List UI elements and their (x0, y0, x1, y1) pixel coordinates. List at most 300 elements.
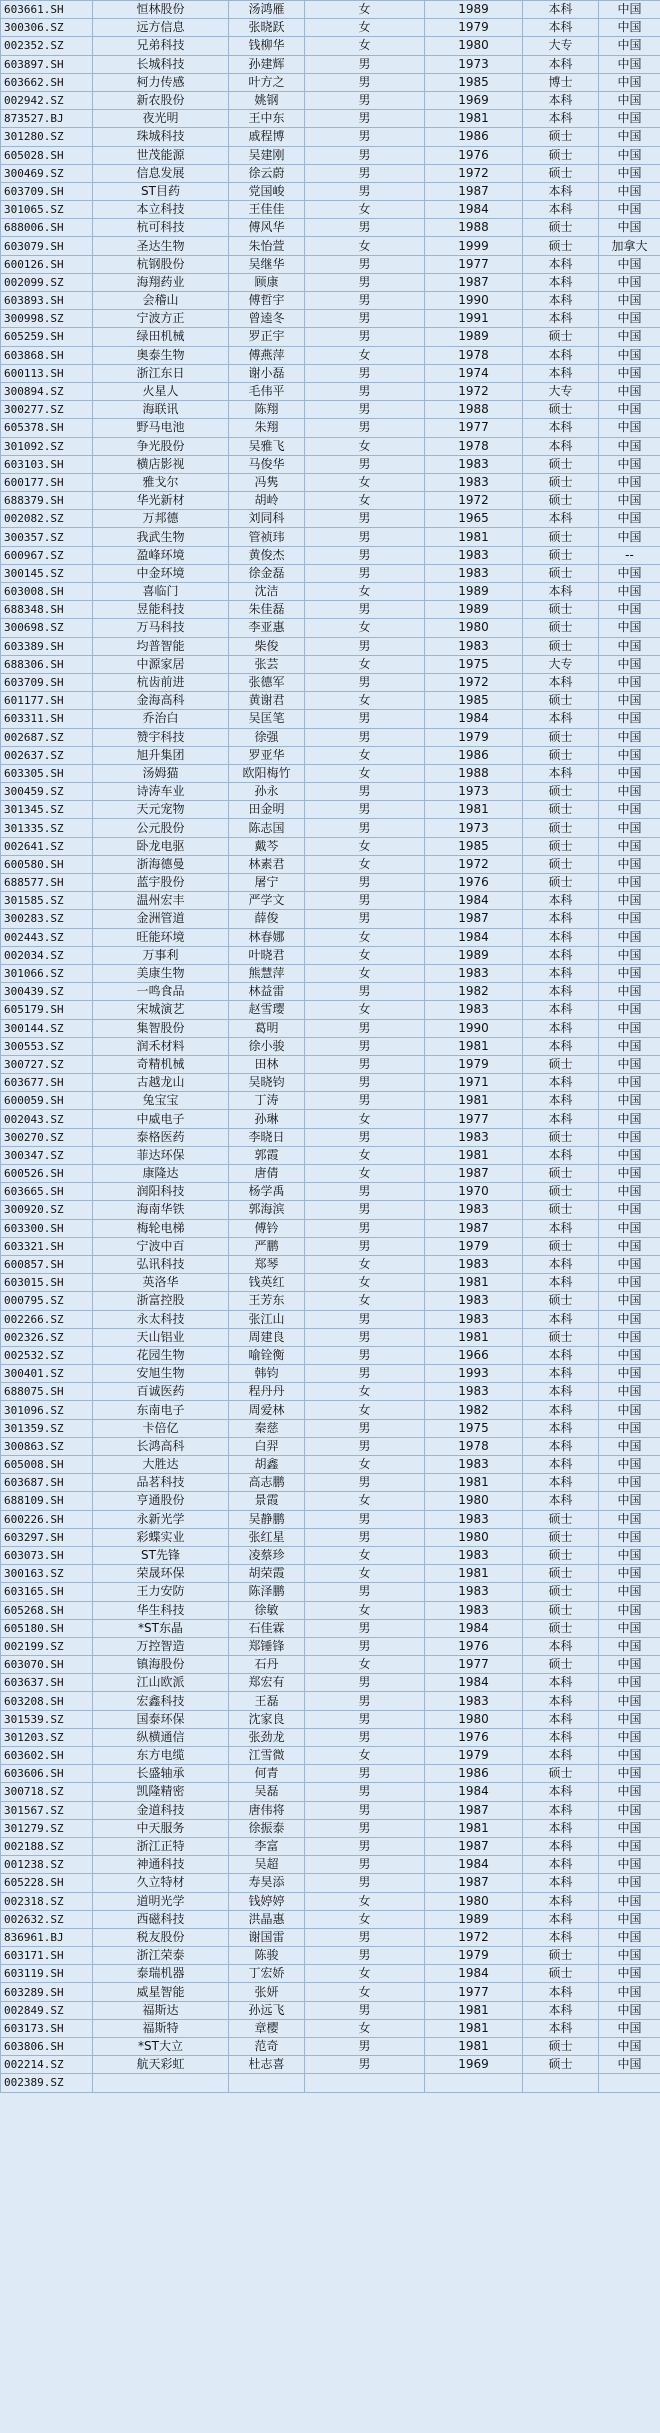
nationality-cell: 中国 (599, 273, 660, 291)
gender-cell: 男 (305, 310, 425, 328)
person-name-cell: 丁涛 (229, 1092, 305, 1110)
person-name-cell: 唐倩 (229, 1165, 305, 1183)
company-name-cell: 杭可科技 (93, 219, 229, 237)
birth-year-cell: 1971 (425, 1074, 523, 1092)
gender-cell: 女 (305, 1565, 425, 1583)
company-name-cell: 长城科技 (93, 55, 229, 73)
company-name-cell: 中金环境 (93, 564, 229, 582)
education-cell: 本科 (523, 91, 599, 109)
stock-code-cell: 603300.SH (1, 1219, 93, 1237)
stock-code-cell: 688348.SH (1, 601, 93, 619)
birth-year-cell: 1990 (425, 1019, 523, 1037)
gender-cell: 男 (305, 128, 425, 146)
gender-cell: 女 (305, 19, 425, 37)
birth-year-cell: 1989 (425, 1910, 523, 1928)
table-row (1, 1856, 660, 1874)
company-name-cell: 柯力传感 (93, 73, 229, 91)
birth-year-cell: 1981 (425, 1565, 523, 1583)
education-cell: 本科 (523, 510, 599, 528)
person-name-cell: 朱佳磊 (229, 601, 305, 619)
company-name-cell: 荣晟环保 (93, 1565, 229, 1583)
birth-year-cell: 1983 (425, 964, 523, 982)
table-row (1, 328, 660, 346)
person-name-cell: 陈翔 (229, 401, 305, 419)
person-name-cell: 张德军 (229, 673, 305, 691)
nationality-cell: 中国 (599, 1747, 660, 1765)
nationality-cell: 中国 (599, 655, 660, 673)
gender-cell: 女 (305, 1892, 425, 1910)
nationality-cell: 中国 (599, 1237, 660, 1255)
birth-year-cell: 1983 (425, 1128, 523, 1146)
nationality-cell: 中国 (599, 1565, 660, 1583)
education-cell: 硕士 (523, 401, 599, 419)
nationality-cell: 中国 (599, 819, 660, 837)
stock-code-cell: 002849.SZ (1, 2001, 93, 2019)
company-name-cell: 杭齿前进 (93, 673, 229, 691)
stock-code-cell: 603173.SH (1, 2019, 93, 2037)
nationality-cell: 中国 (599, 146, 660, 164)
nationality-cell: 中国 (599, 1128, 660, 1146)
gender-cell: 女 (305, 746, 425, 764)
table-row (1, 1528, 660, 1546)
person-name-cell: 徐敏 (229, 1601, 305, 1619)
nationality-cell: 中国 (599, 1601, 660, 1619)
table-row (1, 1692, 660, 1710)
person-name-cell: 吴超 (229, 1856, 305, 1874)
stock-code-cell: 600967.SZ (1, 546, 93, 564)
stock-code-cell: 603709.SH (1, 673, 93, 691)
birth-year-cell: 1978 (425, 437, 523, 455)
table-row (1, 1619, 660, 1637)
stock-code-cell: 002632.SZ (1, 1910, 93, 1928)
stock-code-cell: 873527.BJ (1, 110, 93, 128)
person-name-cell: 徐强 (229, 728, 305, 746)
birth-year-cell: 1984 (425, 1619, 523, 1637)
nationality-cell: 中国 (599, 1274, 660, 1292)
gender-cell: 男 (305, 1637, 425, 1655)
table-row (1, 1346, 660, 1364)
company-name-cell: 昱能科技 (93, 601, 229, 619)
company-name-cell: ST先锋 (93, 1546, 229, 1564)
birth-year-cell: 1984 (425, 1965, 523, 1983)
stock-code-cell: 002687.SZ (1, 728, 93, 746)
person-name-cell: 张晓跃 (229, 19, 305, 37)
person-name-cell: 石丹 (229, 1656, 305, 1674)
company-name-cell: 彩蝶实业 (93, 1528, 229, 1546)
table-row (1, 1583, 660, 1601)
stock-code-cell: 605028.SH (1, 146, 93, 164)
education-cell: 硕士 (523, 1947, 599, 1965)
education-cell: 硕士 (523, 1965, 599, 1983)
stock-code-cell: 301345.SZ (1, 801, 93, 819)
company-name-cell: 世茂能源 (93, 146, 229, 164)
stock-code-cell: 300459.SZ (1, 783, 93, 801)
birth-year-cell: 1983 (425, 1292, 523, 1310)
nationality-cell: 中国 (599, 1183, 660, 1201)
birth-year-cell: 1983 (425, 1255, 523, 1273)
company-name-cell: 花园生物 (93, 1346, 229, 1364)
stock-code-cell: 002532.SZ (1, 1346, 93, 1364)
table-row (1, 19, 660, 37)
education-cell: 本科 (523, 1437, 599, 1455)
gender-cell: 男 (305, 91, 425, 109)
education-cell: 本科 (523, 1692, 599, 1710)
nationality-cell: 中国 (599, 1983, 660, 2001)
stock-code-cell: 605228.SH (1, 1874, 93, 1892)
table-row (1, 364, 660, 382)
stock-code-cell: 002043.SZ (1, 1110, 93, 1128)
nationality-cell: 中国 (599, 1837, 660, 1855)
birth-year-cell: 1972 (425, 1928, 523, 1946)
gender-cell: 男 (305, 1365, 425, 1383)
nationality-cell: 中国 (599, 1947, 660, 1965)
nationality-cell: 中国 (599, 528, 660, 546)
gender-cell: 男 (305, 1328, 425, 1346)
gender-cell: 男 (305, 1437, 425, 1455)
company-name-cell: 一鸣食品 (93, 983, 229, 1001)
birth-year-cell: 1981 (425, 1819, 523, 1837)
gender-cell: 男 (305, 401, 425, 419)
person-name-cell: 赵雪璎 (229, 1001, 305, 1019)
gender-cell: 男 (305, 892, 425, 910)
stock-code-cell: 605378.SH (1, 419, 93, 437)
nationality-cell: 中国 (599, 855, 660, 873)
birth-year-cell: 1987 (425, 1837, 523, 1855)
stock-code-cell: 300277.SZ (1, 401, 93, 419)
gender-cell: 男 (305, 910, 425, 928)
nationality-cell: 中国 (599, 1292, 660, 1310)
person-name-cell: 陈骏 (229, 1947, 305, 1965)
table-row (1, 1274, 660, 1292)
gender-cell: 男 (305, 1583, 425, 1601)
birth-year-cell: 1981 (425, 801, 523, 819)
stock-code-cell: 300718.SZ (1, 1783, 93, 1801)
company-name-cell (93, 2074, 229, 2092)
table-row (1, 1328, 660, 1346)
table-row (1, 1001, 660, 1019)
stock-code-cell: 688577.SH (1, 874, 93, 892)
birth-year-cell: 1986 (425, 1765, 523, 1783)
table-row (1, 1237, 660, 1255)
gender-cell: 女 (305, 346, 425, 364)
stock-code-cell: 603893.SH (1, 292, 93, 310)
education-cell: 本科 (523, 1365, 599, 1383)
person-name-cell: 黄俊杰 (229, 546, 305, 564)
education-cell: 本科 (523, 1928, 599, 1946)
person-name-cell: 秦慈 (229, 1419, 305, 1437)
birth-year-cell: 1988 (425, 219, 523, 237)
person-name-cell: 吴继华 (229, 255, 305, 273)
table-row (1, 546, 660, 564)
stock-code-cell: 002352.SZ (1, 37, 93, 55)
person-name-cell: 戚程博 (229, 128, 305, 146)
stock-code-cell: 300469.SZ (1, 164, 93, 182)
gender-cell: 女 (305, 201, 425, 219)
gender-cell: 男 (305, 1419, 425, 1437)
birth-year-cell: 1983 (425, 1310, 523, 1328)
company-name-cell: 万事利 (93, 946, 229, 964)
table-row (1, 1037, 660, 1055)
birth-year-cell: 1989 (425, 946, 523, 964)
person-name-cell: 周爱林 (229, 1401, 305, 1419)
table-row (1, 801, 660, 819)
person-name-cell: 章樱 (229, 2019, 305, 2037)
stock-code-cell: 603321.SH (1, 1237, 93, 1255)
gender-cell: 女 (305, 692, 425, 710)
person-name-cell: 屠宁 (229, 874, 305, 892)
nationality-cell: 中国 (599, 364, 660, 382)
table-row (1, 1456, 660, 1474)
gender-cell: 男 (305, 710, 425, 728)
education-cell: 本科 (523, 1037, 599, 1055)
table-row (1, 1255, 660, 1273)
person-name-cell: 冯隽 (229, 473, 305, 491)
table-row (1, 73, 660, 91)
company-name-cell: 品茗科技 (93, 1474, 229, 1492)
table-row (1, 564, 660, 582)
person-name-cell: 景霞 (229, 1492, 305, 1510)
birth-year-cell: 1976 (425, 146, 523, 164)
person-name-cell: 林素君 (229, 855, 305, 873)
stock-code-cell: 605259.SH (1, 328, 93, 346)
nationality-cell: 中国 (599, 1037, 660, 1055)
table-row (1, 1874, 660, 1892)
birth-year-cell: 1970 (425, 1183, 523, 1201)
gender-cell: 男 (305, 1528, 425, 1546)
birth-year-cell: 1988 (425, 401, 523, 419)
table-row (1, 1601, 660, 1619)
education-cell: 本科 (523, 1819, 599, 1837)
stock-code-cell: 002318.SZ (1, 1892, 93, 1910)
birth-year-cell: 1989 (425, 601, 523, 619)
birth-year-cell: 1983 (425, 1692, 523, 1710)
person-name-cell: 陈泽鹏 (229, 1583, 305, 1601)
nationality-cell: 中国 (599, 37, 660, 55)
table-row (1, 1201, 660, 1219)
education-cell: 硕士 (523, 1055, 599, 1073)
gender-cell: 男 (305, 1092, 425, 1110)
education-cell: 硕士 (523, 1583, 599, 1601)
birth-year-cell: 1972 (425, 382, 523, 400)
company-name-cell: 天元宠物 (93, 801, 229, 819)
stock-code-cell: 301092.SZ (1, 437, 93, 455)
stock-code-cell: 603389.SH (1, 637, 93, 655)
person-name-cell: 徐云蔚 (229, 164, 305, 182)
nationality-cell: 中国 (599, 1692, 660, 1710)
person-name-cell: 陈志国 (229, 819, 305, 837)
education-cell: 大专 (523, 382, 599, 400)
education-cell: 硕士 (523, 1601, 599, 1619)
person-name-cell: 杨学禹 (229, 1183, 305, 1201)
education-cell: 硕士 (523, 564, 599, 582)
stock-code-cell: 603119.SH (1, 1965, 93, 1983)
person-name-cell: 田林 (229, 1055, 305, 1073)
education-cell: 本科 (523, 1728, 599, 1746)
stock-code-cell: 002099.SZ (1, 273, 93, 291)
nationality-cell: 中国 (599, 1583, 660, 1601)
gender-cell: 女 (305, 492, 425, 510)
birth-year-cell: 1977 (425, 1656, 523, 1674)
table-row (1, 128, 660, 146)
gender-cell: 男 (305, 382, 425, 400)
education-cell: 硕士 (523, 328, 599, 346)
nationality-cell: 中国 (599, 1219, 660, 1237)
birth-year-cell: 1983 (425, 1001, 523, 1019)
birth-year-cell: 1974 (425, 364, 523, 382)
gender-cell: 女 (305, 1, 425, 19)
gender-cell: 男 (305, 1819, 425, 1837)
gender-cell: 女 (305, 1401, 425, 1419)
person-name-cell: 徐小骏 (229, 1037, 305, 1055)
company-name-cell: 亨通股份 (93, 1492, 229, 1510)
gender-cell: 男 (305, 1037, 425, 1055)
stock-code-cell: 301567.SZ (1, 1801, 93, 1819)
person-name-cell: 朱怡萱 (229, 237, 305, 255)
company-name-cell: 航天彩虹 (93, 2056, 229, 2074)
education-cell: 本科 (523, 1710, 599, 1728)
education-cell: 硕士 (523, 1328, 599, 1346)
nationality-cell: 中国 (599, 1, 660, 19)
nationality-cell: 中国 (599, 1201, 660, 1219)
person-name-cell: 吴匡笔 (229, 710, 305, 728)
nationality-cell: 中国 (599, 2056, 660, 2074)
nationality-cell: 中国 (599, 1165, 660, 1183)
person-name-cell: 吴晓钧 (229, 1074, 305, 1092)
person-name-cell: 朱翔 (229, 419, 305, 437)
table-row (1, 1765, 660, 1783)
education-cell (523, 2074, 599, 2092)
gender-cell: 男 (305, 55, 425, 73)
table-row (1, 874, 660, 892)
gender-cell: 男 (305, 110, 425, 128)
gender-cell: 男 (305, 1474, 425, 1492)
table-row (1, 1, 660, 19)
table-row (1, 655, 660, 673)
education-cell: 硕士 (523, 128, 599, 146)
birth-year-cell: 1987 (425, 1801, 523, 1819)
person-name-cell: 王芳东 (229, 1292, 305, 1310)
gender-cell: 女 (305, 437, 425, 455)
company-name-cell: 浙江东日 (93, 364, 229, 382)
education-cell: 本科 (523, 255, 599, 273)
company-name-cell: 宁波中百 (93, 1237, 229, 1255)
stock-code-cell: 301539.SZ (1, 1710, 93, 1728)
birth-year-cell: 1983 (425, 455, 523, 473)
education-cell: 硕士 (523, 1546, 599, 1564)
education-cell: 硕士 (523, 1510, 599, 1528)
birth-year-cell: 1979 (425, 728, 523, 746)
nationality-cell: 中国 (599, 510, 660, 528)
person-name-cell: 郑锤锋 (229, 1637, 305, 1655)
person-name-cell: 李富 (229, 1837, 305, 1855)
nationality-cell: 中国 (599, 619, 660, 637)
table-row (1, 219, 660, 237)
nationality-cell: -- (599, 546, 660, 564)
stock-code-cell: 603868.SH (1, 346, 93, 364)
person-name-cell: 王佳佳 (229, 201, 305, 219)
company-name-cell: 国泰环保 (93, 1710, 229, 1728)
birth-year-cell: 1981 (425, 528, 523, 546)
person-name-cell: 胡鑫 (229, 1456, 305, 1474)
birth-year-cell: 1983 (425, 546, 523, 564)
gender-cell: 男 (305, 1783, 425, 1801)
table-row (1, 892, 660, 910)
birth-year-cell: 1987 (425, 1165, 523, 1183)
company-name-cell: 古越龙山 (93, 1074, 229, 1092)
table-row (1, 401, 660, 419)
gender-cell: 男 (305, 1765, 425, 1783)
table-row (1, 1783, 660, 1801)
company-name-cell: 海翔药业 (93, 273, 229, 291)
person-name-cell: 王磊 (229, 1692, 305, 1710)
stock-code-cell: 603008.SH (1, 583, 93, 601)
company-name-cell: 蓝宇股份 (93, 874, 229, 892)
birth-year-cell: 1972 (425, 492, 523, 510)
stock-code-cell: 603665.SH (1, 1183, 93, 1201)
table-row (1, 1183, 660, 1201)
gender-cell: 男 (305, 673, 425, 691)
person-name-cell: 丁宏娇 (229, 1965, 305, 1983)
person-name-cell (229, 2074, 305, 2092)
education-cell: 硕士 (523, 1528, 599, 1546)
education-cell: 大专 (523, 37, 599, 55)
education-cell: 硕士 (523, 546, 599, 564)
person-name-cell: 胡岭 (229, 492, 305, 510)
stock-code-cell: 688379.SH (1, 492, 93, 510)
nationality-cell: 中国 (599, 1001, 660, 1019)
gender-cell: 男 (305, 783, 425, 801)
table-row (1, 1892, 660, 1910)
birth-year-cell: 1983 (425, 1583, 523, 1601)
education-cell: 本科 (523, 583, 599, 601)
stock-code-cell: 603165.SH (1, 1583, 93, 1601)
education-cell: 本科 (523, 1001, 599, 1019)
company-name-cell: 东南电子 (93, 1401, 229, 1419)
person-name-cell: 谢国雷 (229, 1928, 305, 1946)
nationality-cell: 中国 (599, 1965, 660, 1983)
stock-code-cell: 300553.SZ (1, 1037, 93, 1055)
table-row (1, 819, 660, 837)
company-name-cell: 卧龙电驱 (93, 837, 229, 855)
stock-code-cell: 603289.SH (1, 1983, 93, 2001)
nationality-cell: 中国 (599, 1383, 660, 1401)
nationality-cell: 中国 (599, 73, 660, 91)
nationality-cell: 中国 (599, 1401, 660, 1419)
person-name-cell: 薛俊 (229, 910, 305, 928)
birth-year-cell: 1973 (425, 55, 523, 73)
nationality-cell: 中国 (599, 801, 660, 819)
nationality-cell: 中国 (599, 1365, 660, 1383)
education-cell: 硕士 (523, 637, 599, 655)
company-name-cell: 宋城演艺 (93, 1001, 229, 1019)
stock-code-cell: 600113.SH (1, 364, 93, 382)
company-name-cell: 镇海股份 (93, 1656, 229, 1674)
nationality-cell: 中国 (599, 1346, 660, 1364)
nationality-cell: 中国 (599, 1437, 660, 1455)
gender-cell: 男 (305, 73, 425, 91)
education-cell: 本科 (523, 1346, 599, 1364)
person-name-cell: 汤鸿雁 (229, 1, 305, 19)
person-name-cell: 管祯玮 (229, 528, 305, 546)
gender-cell: 男 (305, 419, 425, 437)
stock-code-cell: 603662.SH (1, 73, 93, 91)
education-cell: 本科 (523, 1874, 599, 1892)
person-name-cell: 刘同科 (229, 510, 305, 528)
education-cell: 本科 (523, 2001, 599, 2019)
nationality-cell: 中国 (599, 1656, 660, 1674)
birth-year-cell: 1987 (425, 182, 523, 200)
table-row (1, 728, 660, 746)
